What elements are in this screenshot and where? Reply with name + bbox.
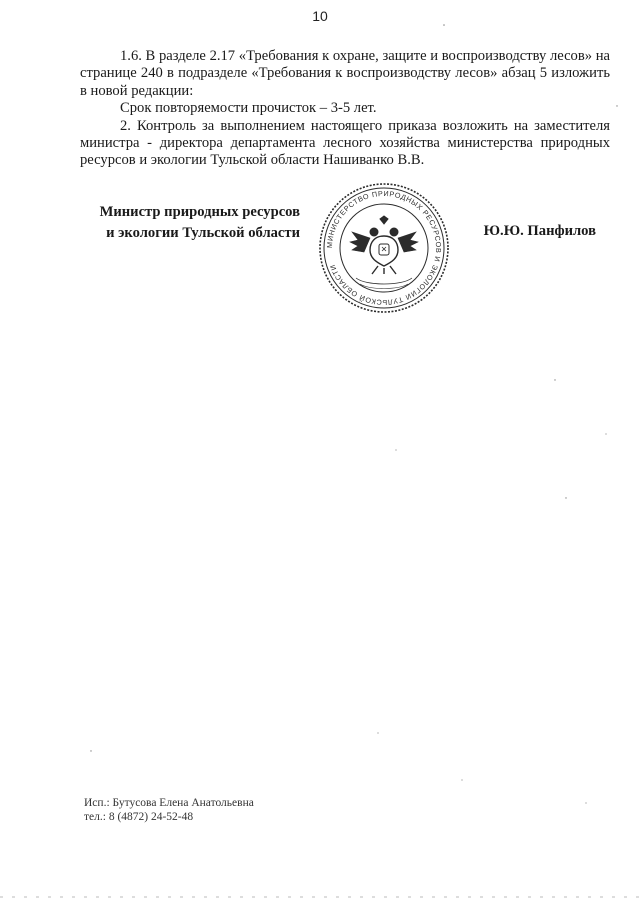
signature-block [80, 188, 610, 332]
eagle-emblem-icon [350, 216, 418, 274]
executor-name: Исп.: Бутусова Елена Анатольевна [84, 797, 254, 809]
minister-name: Ю.Ю. Панфилов [483, 223, 596, 239]
page-number: 10 [312, 8, 328, 24]
minister-title-line1: Министр природных ресурсов [99, 204, 300, 220]
official-seal-icon [316, 180, 452, 316]
paragraph-new-wording: Срок повторяемости прочисток – 3-5 лет. [120, 100, 377, 117]
minister-title [80, 202, 300, 244]
minister-title-line2: и экологии Тульской области [106, 225, 300, 241]
document-body [80, 48, 610, 170]
paragraph-amendment: 1.6. В разделе 2.17 «Требования к охране, защите и воспроизводству лесов» на странице 240 в подразделе «Требования к воспроизводству лесов» абзац 5 изложить в новой редакции: [80, 48, 610, 99]
executor-footer [84, 796, 254, 824]
executor-phone: тел.: 8 (4872) 24-52-48 [84, 811, 194, 823]
paragraph-control: 2. Контроль за выполнением настоящего приказа возложить на заместителя министра - директора департамента лесного хозяйства министерства природных ресурсов и экологии Тульской области Нашиванко В.В. [80, 117, 610, 169]
seal-ring-text: МИНИСТЕРСТВО ПРИРОДНЫХ РЕСУРСОВ И ЭКОЛОГИИ ТУЛЬСКОЙ ОБЛАСТИ [324, 188, 444, 308]
